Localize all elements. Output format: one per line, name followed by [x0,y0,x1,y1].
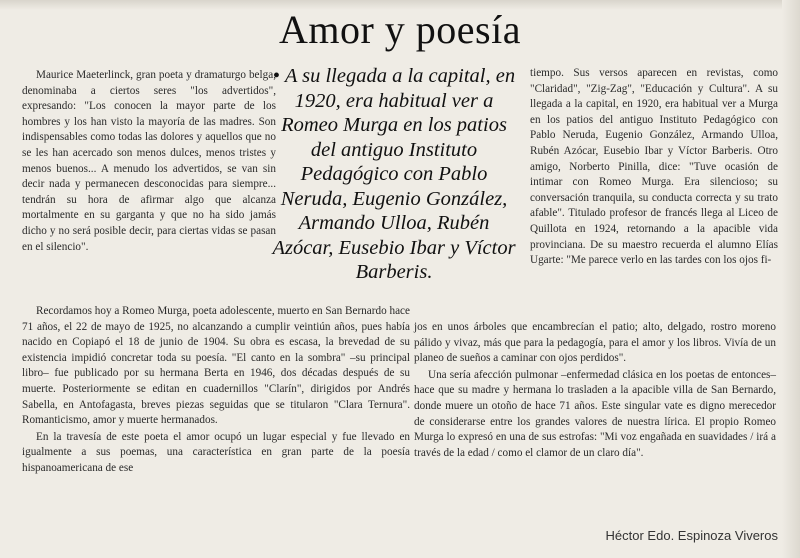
article-column-lower-left [22,304,410,477]
paragraph: jos en unos árboles que encambrecían el patio; alto, delgado, rostro moreno pálido y vivaz, más que para la pedagogía, para el amor y los libros. Vivía de un planeo de sueños a caminar con ojos perdidos". [414,321,776,365]
article-title: Amor y poesía [278,7,521,52]
paragraph: En la travesía de este poeta el amor ocupó un lugar especial y fue llevado en igualmente a sus poemas, una característica en gran parte de la poesía hispanoamericana de ese [22,430,410,474]
paragraph: Maurice Maeterlinck, gran poeta y dramaturgo belga, denominaba a ciertos seres "los advertidos", expresando: "Los conocen la mayor parte de los hombres y los han visto la mayoría de las madres. Son indispensables como todas las dolores y aquellos que no se les han acercado son menos dulces, menos tristes y menos buenos... A menudo los advertidos, se van sin decir nada y permanecen desconocidas para siempre... tendrán su hora de afirmar algo que alcanza mortalmente en su garganta y que no ha sido jamás dicho y no será posible decir, para ciertas vidas se pasan en el silencio". [22,69,276,253]
bullet-icon: • [272,65,281,87]
article-column-right [530,66,778,269]
page-shadow-right [782,0,800,558]
article-column-lower-right [414,320,776,461]
author-byline: Héctor Edo. Espinoza Viveros [605,528,778,543]
pull-quote-text: A su llegada a la capital, en 1920, era habitual ver a Romeo Murga en los patios del antiguo Instituto Pedagógico con Pablo Neruda, Eugenio González, Armando Ulloa, Rubén Azócar, Eusebio Ibar y Víctor Barberis. [272,65,516,283]
paragraph: tiempo. Sus versos aparecen en revistas, como "Claridad", "Zig-Zag", "Educación y Cultura". A su llegada a la capital, en 1920, era habitual ver a Murga en los patios del antiguo Instituto Pedagógico con Pablo Neruda, Eugenio González, Armando Ulloa, Rubén Azócar, Eusebio Ibar y Víctor Barberis. Otro amigo, Norberto Pinilla, dice: "Tuve ocasión de intimar con Romeo Murga. Era silencioso; su conversación tranquila, su conducta correcta y su trato afable". Titulado profesor de francés llega al Liceo de Quillota en 1924, retornando a la apacible vida provinciana. De su maestro recuerda el alumno Elías Ugarte: "Me parece verlo en las tardes con los ojos fi- [530,67,778,267]
article-column-left [22,68,276,255]
pull-quote [270,64,518,285]
paragraph: Una sería afección pulmonar –enfermedad clásica en los poetas de entonces– hace que su madre y hermana lo trasladen a la apacible villa de San Bernardo, donde muere un otoño de hace 71 años. Este singular vate es digno merecedor de considerarse entre los grandes valores de nuestra lírica. El propio Romeo Murga lo expresó en una de sus estrofas: "Mi voz engañada en suavidades / irá a través de la edad / como el clamor de un claro día". [414,368,776,459]
paragraph: Recordamos hoy a Romeo Murga, poeta adolescente, muerto en San Bernardo hace 71 años, el 22 de mayo de 1925, no alcanzando a cumplir veintiún años, pues había nacido en Copiapó el 18 de junio de 1904. Su obra es escasa, la brevedad de su existencia impidió concretar toda su poesía. "El canto en la sombra" –su principal libro– fue publicado por su hermana Berta en 1946, dos décadas después de su muerte. Posteriormente se editan en cuadernillos "Clarín", dirigidos por Andrés Sabella, en Antofagasta, breves piezas seguidas que se titularon "Clara Ternura". Romanticismo, amor y muerte hermanados. [22,305,410,427]
